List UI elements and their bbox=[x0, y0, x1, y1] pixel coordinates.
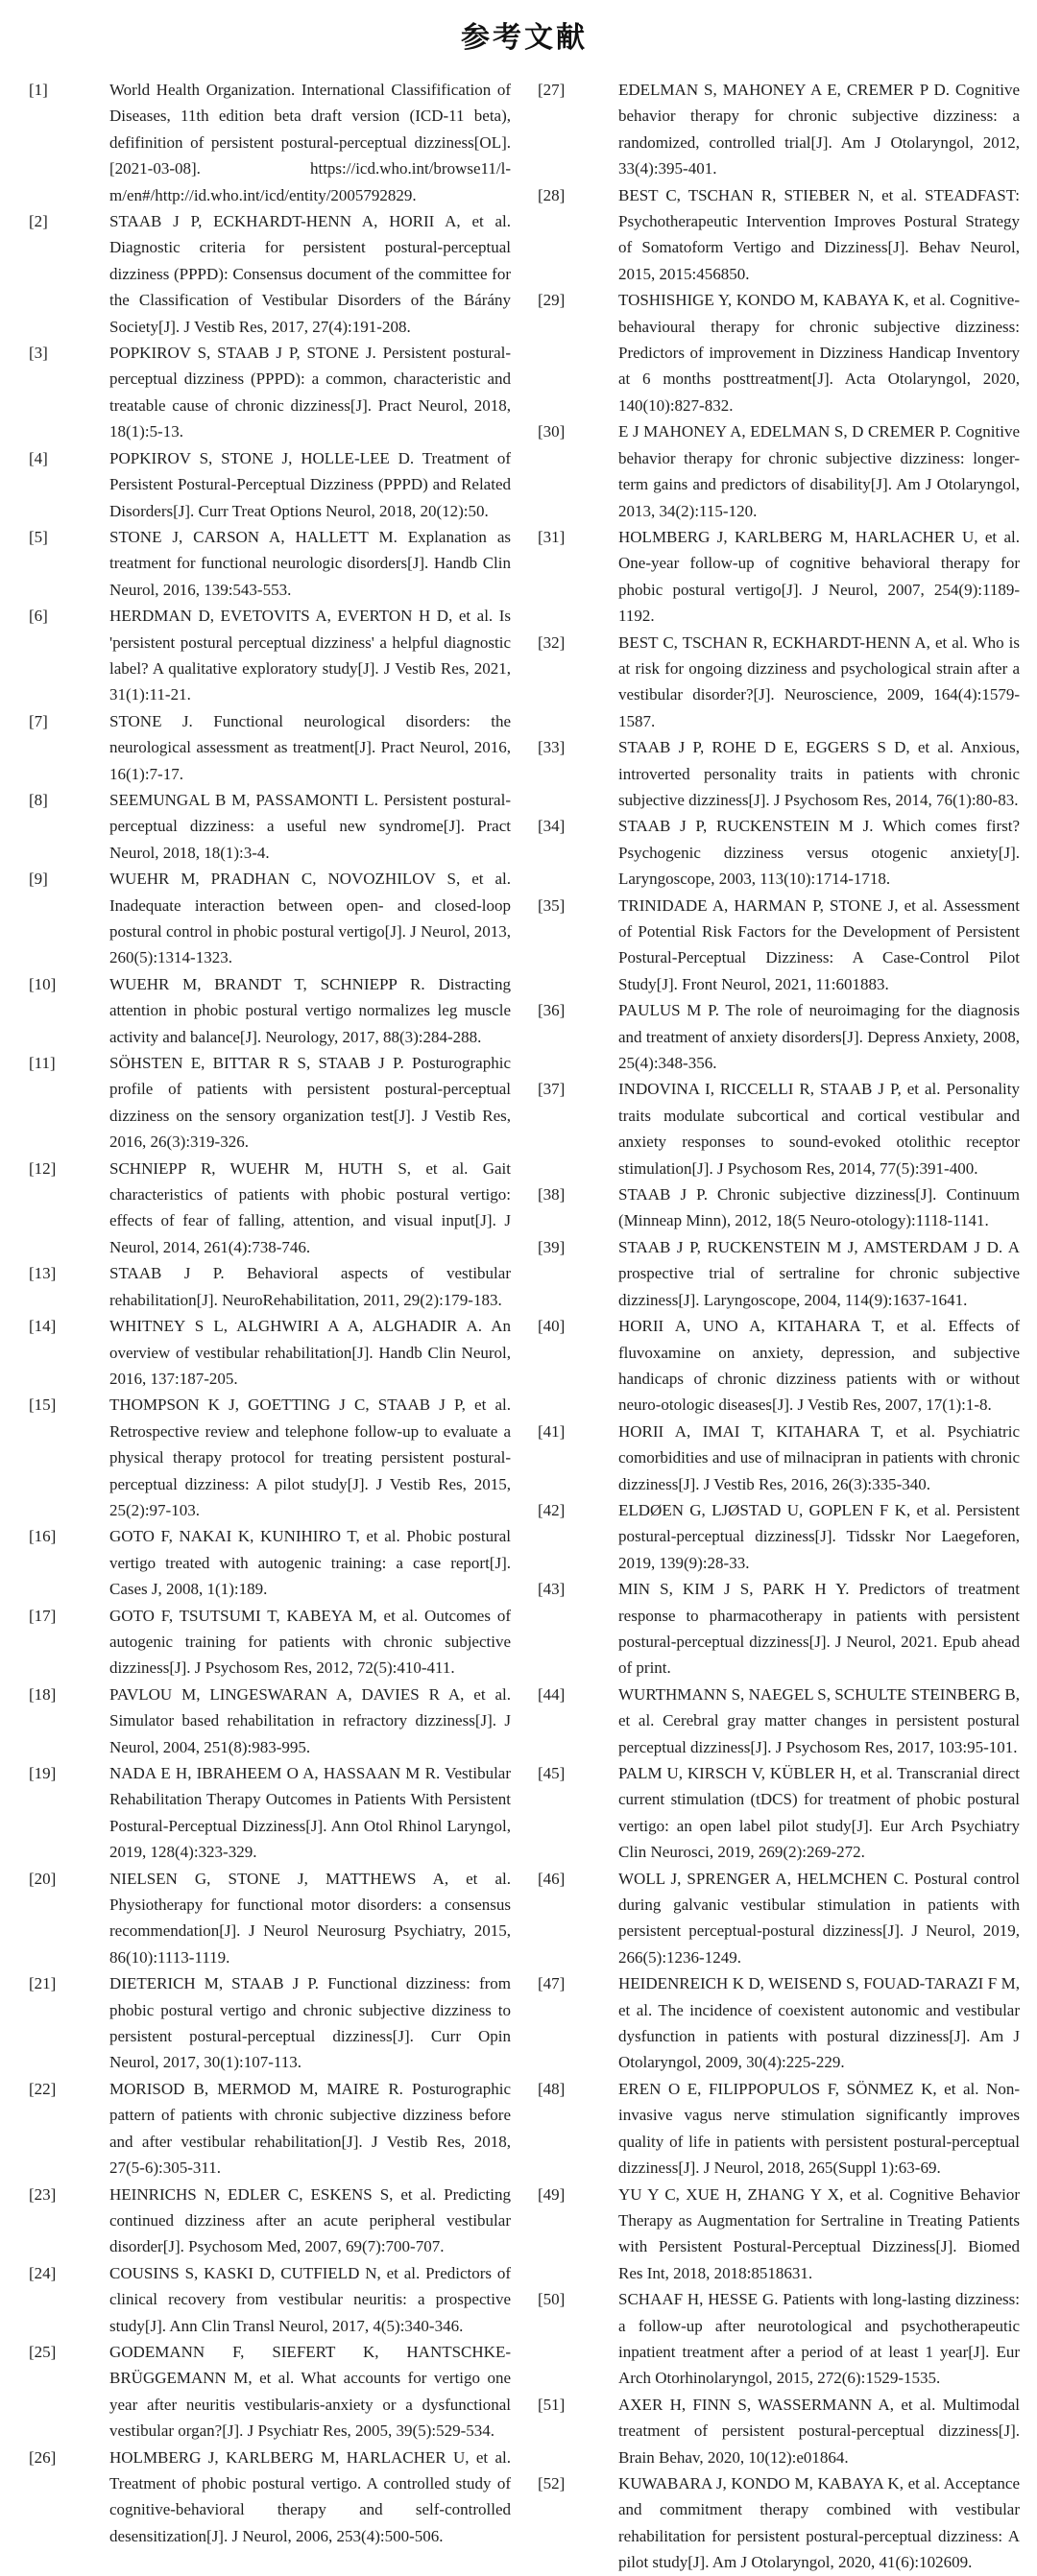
reference-text: ELDØEN G, LJØSTAD U, GOPLEN F K, et al. Persistent postural-perceptual dizziness[J]. Tidsskr Nor Laegeforen, 2019, 139(9):28-33. bbox=[618, 1500, 1020, 1572]
reference-item bbox=[29, 971, 511, 1050]
reference-number: [26] bbox=[29, 2447, 57, 2467]
reference-item bbox=[29, 2260, 511, 2339]
reference-text: COUSINS S, KASKI D, CUTFIELD N, et al. Predictors of clinical recovery from vestibular neuritis: a prospective study[J]. Ann Clin Transl Neurol, 2017, 4(5):340-346. bbox=[109, 2263, 511, 2335]
reference-number: [44] bbox=[538, 1684, 566, 1704]
reference-number: [42] bbox=[538, 1500, 566, 1519]
reference-item bbox=[538, 1076, 1020, 1181]
reference-number: [7] bbox=[29, 711, 48, 730]
reference-item bbox=[538, 1181, 1020, 1234]
reference-item bbox=[538, 2470, 1020, 2576]
reference-text: WOLL J, SPRENGER A, HELMCHEN C. Postural control during galvanic vestibular stimulation in patients with persistent perceptual-postural dizziness[J]. J Neurol, 2019, 266(5):1236-1249. bbox=[618, 1869, 1020, 1967]
reference-text: STAAB J P. Chronic subjective dizziness[J]. Continuum (Minneap Minn), 2012, 18(5 Neuro-otology):1118-1141. bbox=[618, 1185, 1020, 1230]
reference-item bbox=[29, 1392, 511, 1523]
reference-number: [20] bbox=[29, 1869, 57, 1888]
reference-item bbox=[29, 1313, 511, 1392]
reference-text: SEEMUNGAL B M, PASSAMONTI L. Persistent postural-perceptual dizziness: a useful new syndrome[J]. Pract Neurol, 2018, 18(1):3-4. bbox=[109, 790, 511, 862]
reference-text: THOMPSON K J, GOETTING J C, STAAB J P, et al. Retrospective review and telephone follow-up to evaluate a physical therapy protocol for treating persistent postural-perceptual dizziness: A pilot study[J]. J Vestib Res, 2015, 25(2):97-103. bbox=[109, 1395, 511, 1519]
reference-number: [2] bbox=[29, 212, 48, 231]
reference-text: EREN O E, FILIPPOPULOS F, SÖNMEZ K, et al. Non-invasive vagus nerve stimulation significantly improves quality of life in patients with persistent postural-perceptual dizziness[J]. J Neurol, 2018, 265(Suppl 1):63-69. bbox=[618, 2079, 1020, 2178]
reference-text: PALM U, KIRSCH V, KÜBLER H, et al. Transcranial direct current stimulation (tDCS) for treatment of phobic postural vertigo: an open label pilot study[J]. Eur Arch Psychiatry Clin Neurosci, 2019, 269(2):269-272. bbox=[618, 1764, 1020, 1862]
reference-item bbox=[29, 787, 511, 866]
reference-number: [43] bbox=[538, 1580, 566, 1599]
reference-text: STAAB J P. Behavioral aspects of vestibular rehabilitation[J]. NeuroRehabilitation, 2011, 29(2):179-183. bbox=[109, 1264, 511, 1309]
reference-number: [49] bbox=[538, 2184, 566, 2204]
reference-number: [40] bbox=[538, 1317, 566, 1336]
reference-item bbox=[29, 1866, 511, 1971]
reference-item bbox=[29, 2182, 511, 2260]
reference-text: STONE J. Functional neurological disorders: the neurological assessment as treatment[J]. Pract Neurol, 2016, 16(1):7-17. bbox=[109, 711, 511, 783]
reference-number: [48] bbox=[538, 2079, 566, 2098]
reference-text: SCHNIEPP R, WUEHR M, HUTH S, et al. Gait characteristics of patients with phobic postural vertigo: effects of fear of falling, attention, and visual input[J]. J Neurol, 2014, 261(4):738-746. bbox=[109, 1158, 511, 1256]
reference-number: [19] bbox=[29, 1764, 57, 1782]
reference-text: EDELMAN S, MAHONEY A E, CREMER P D. Cognitive behavior therapy for chronic subjective dizziness: a randomized, controlled trial[J]. Am J Otolaryngol, 2012, 33(4):395-401. bbox=[618, 81, 1020, 179]
reference-item bbox=[29, 208, 511, 340]
reference-number: [39] bbox=[538, 1237, 566, 1256]
reference-number: [11] bbox=[29, 1054, 56, 1073]
reference-number: [25] bbox=[29, 2342, 57, 2361]
reference-number: [8] bbox=[29, 790, 48, 809]
reference-item bbox=[538, 734, 1020, 813]
reference-text: GOTO F, NAKAI K, KUNIHIRO T, et al. Phobic postural vertigo treated with autogenic training: a case report[J]. Cases J, 2008, 1(1):189. bbox=[109, 1527, 511, 1599]
reference-item bbox=[538, 2392, 1020, 2470]
reference-item bbox=[29, 1156, 511, 1261]
reference-text: HOLMBERG J, KARLBERG M, HARLACHER U, et al. One-year follow-up of cognitive behavioral therapy for phobic postural vertigo[J]. J Neurol, 2007, 254(9):1189-1192. bbox=[618, 527, 1020, 626]
reference-number: [17] bbox=[29, 1606, 57, 1625]
reference-item bbox=[29, 1523, 511, 1602]
reference-number: [51] bbox=[538, 2395, 566, 2414]
reference-item bbox=[538, 997, 1020, 1076]
reference-item bbox=[538, 1419, 1020, 1497]
reference-text: NIELSEN G, STONE J, MATTHEWS A, et al. Physiotherapy for functional motor disorders: a consensus recommendation[J]. J Neurol Neurosurg Psychiatry, 2015, 86(10):1113-1119. bbox=[109, 1869, 511, 1967]
reference-item bbox=[29, 603, 511, 708]
reference-text: HEINRICHS N, EDLER C, ESKENS S, et al. Predicting continued dizziness after an acute peripheral vestibular disorder[J]. Psychosom Med, 2007, 69(7):700-707. bbox=[109, 2184, 511, 2256]
reference-item bbox=[538, 182, 1020, 288]
reference-number: [41] bbox=[538, 1421, 566, 1441]
reference-text: MORISOD B, MERMOD M, MAIRE R. Posturographic pattern of patients with chronic subjective dizziness before and after vestibular rehabilitation[J]. J Vestib Res, 2018, 27(5-6):305-311. bbox=[109, 2079, 511, 2178]
reference-text: AXER H, FINN S, WASSERMANN A, et al. Multimodal treatment of persistent postural-perceptual dizziness[J]. Brain Behav, 2020, 10(12):e01864. bbox=[618, 2395, 1020, 2467]
reference-number: [13] bbox=[29, 1264, 57, 1283]
references-columns bbox=[29, 77, 1020, 2576]
reference-item bbox=[538, 1234, 1020, 1313]
reference-item bbox=[29, 1603, 511, 1682]
reference-number: [52] bbox=[538, 2473, 566, 2493]
reference-text: TOSHISHIGE Y, KONDO M, KABAYA K, et al. Cognitive-behavioural therapy for chronic subjective dizziness: Predictors of improvement in Dizziness Handicap Inventory at 6 months posttreatment[J]. Acta Otolaryngol, 2020, 140(10):827-832. bbox=[618, 291, 1020, 415]
reference-item bbox=[538, 287, 1020, 418]
reference-number: [15] bbox=[29, 1395, 57, 1415]
reference-text: HORII A, IMAI T, KITAHARA T, et al. Psychiatric comorbidities and use of milnacipran in patients with chronic dizziness[J]. J Vestib Res, 2016, 26(3):335-340. bbox=[618, 1421, 1020, 1493]
reference-item bbox=[538, 1576, 1020, 1682]
reference-item bbox=[538, 1970, 1020, 2076]
page-title: 参考文献 bbox=[461, 22, 588, 54]
references-column-left bbox=[29, 77, 511, 2549]
reference-item bbox=[29, 1682, 511, 1760]
reference-text: STAAB J P, RUCKENSTEIN M J. Which comes first? Psychogenic dizziness versus otogenic anxiety[J]. Laryngoscope, 2003, 113(10):1714-1718. bbox=[618, 817, 1020, 889]
reference-text: KUWABARA J, KONDO M, KABAYA K, et al. Acceptance and commitment therapy combined with vestibular rehabilitation for persistent postural-perceptual dizziness: A pilot study[J]. Am J Otolaryngol, 2020, 41(6):102609. bbox=[618, 2473, 1020, 2572]
reference-text: POPKIROV S, STAAB J P, STONE J. Persistent postural-perceptual dizziness (PPPD): a common, characteristic and treatable cause of chronic dizziness[J]. Pract Neurol, 2018, 18(1):5-13. bbox=[109, 344, 511, 441]
reference-item bbox=[538, 2076, 1020, 2182]
reference-number: [18] bbox=[29, 1684, 57, 1704]
reference-number: [36] bbox=[538, 1001, 566, 1020]
reference-text: INDOVINA I, RICCELLI R, STAAB J P, et al. Personality traits modulate subcortical and cortical vestibular and anxiety responses to sound-evoked otolithic receptor stimulation[J]. J Psychosom Res, 2014, 77(5):391-400. bbox=[618, 1080, 1020, 1178]
reference-item bbox=[29, 340, 511, 445]
reference-text: HERDMAN D, EVETOVITS A, EVERTON H D, et al. Is 'persistent postural perceptual dizziness' a helpful diagnostic label? A qualitative exploratory study[J]. J Vestib Res, 2021, 31(1):11-21. bbox=[109, 607, 511, 704]
reference-item bbox=[29, 445, 511, 524]
reference-number: [33] bbox=[538, 738, 566, 757]
reference-item bbox=[538, 893, 1020, 998]
reference-number: [23] bbox=[29, 2184, 57, 2204]
reference-number: [22] bbox=[29, 2079, 57, 2098]
reference-item bbox=[538, 524, 1020, 630]
reference-text: WHITNEY S L, ALGHWIRI A A, ALGHADIR A. An overview of vestibular rehabilitation[J]. Handb Clin Neurol, 2016, 137:187-205. bbox=[109, 1317, 511, 1388]
reference-item bbox=[538, 2286, 1020, 2392]
reference-number: [21] bbox=[29, 1974, 57, 1993]
reference-number: [5] bbox=[29, 527, 48, 546]
reference-number: [37] bbox=[538, 1080, 566, 1099]
reference-number: [32] bbox=[538, 632, 566, 652]
reference-number: [12] bbox=[29, 1158, 57, 1178]
reference-item bbox=[538, 1682, 1020, 1760]
reference-number: [27] bbox=[538, 81, 566, 99]
reference-item bbox=[29, 866, 511, 971]
reference-number: [6] bbox=[29, 607, 48, 626]
reference-item bbox=[538, 630, 1020, 735]
reference-text: E J MAHONEY A, EDELMAN S, D CREMER P. Cognitive behavior therapy for chronic subjective dizziness: longer-term gains and predictors of disability[J]. Am J Otolaryngol, 2013, 34(2):115-120. bbox=[618, 422, 1020, 520]
reference-text: TRINIDADE A, HARMAN P, STONE J, et al. Assessment of Potential Risk Factors for the Development of Persistent Postural-Perceptual Dizziness: A Case-Control Pilot Study[J]. Front Neurol, 2021, 11:601883. bbox=[618, 895, 1020, 993]
reference-text: GODEMANN F, SIEFERT K, HANTSCHKE-BRÜGGEMANN M, et al. What accounts for vertigo one year after neuritis vestibularis-anxiety or a dysfunctional vestibular organ?[J]. J Psychiatr Res, 2005, 39(5):529-534. bbox=[109, 2342, 511, 2441]
reference-number: [50] bbox=[538, 2290, 566, 2309]
reference-number: [10] bbox=[29, 974, 57, 993]
reference-item bbox=[538, 418, 1020, 524]
reference-item bbox=[29, 2339, 511, 2445]
reference-text: MIN S, KIM J S, PARK H Y. Predictors of treatment response to pharmacotherapy in patients with persistent postural-perceptual dizziness[J]. J Neurol, 2021. Epub ahead of print. bbox=[618, 1580, 1020, 1678]
reference-item bbox=[538, 813, 1020, 892]
reference-text: STAAB J P, ROHE D E, EGGERS S D, et al. Anxious, introverted personality traits in patients with chronic subjective dizziness[J]. J Psychosom Res, 2014, 76(1):80-83. bbox=[618, 738, 1020, 809]
reference-number: [14] bbox=[29, 1317, 57, 1336]
reference-number: [34] bbox=[538, 817, 566, 836]
reference-number: [30] bbox=[538, 422, 566, 441]
reference-text: HOLMBERG J, KARLBERG M, HARLACHER U, et al. Treatment of phobic postural vertigo. A controlled study of cognitive-behavioral therapy and self-controlled desensitization[J]. J Neurol, 2006, 253(4):500-506. bbox=[109, 2447, 511, 2545]
reference-number: [28] bbox=[538, 185, 566, 204]
reference-number: [9] bbox=[29, 870, 48, 889]
reference-number: [45] bbox=[538, 1764, 566, 1782]
reference-number: [46] bbox=[538, 1869, 566, 1888]
reference-text: HEIDENREICH K D, WEISEND S, FOUAD-TARAZI F M, et al. The incidence of coexistent autonomic and vestibular dysfunction in patients with postural dizziness[J]. Am J Otolaryngol, 2009, 30(4):225-229. bbox=[618, 1974, 1020, 2072]
reference-text: GOTO F, TSUTSUMI T, KABEYA M, et al. Outcomes of autogenic training for patients with chronic subjective dizziness[J]. J Psychosom Res, 2012, 72(5):410-411. bbox=[109, 1606, 511, 1678]
reference-item bbox=[29, 524, 511, 603]
reference-item bbox=[538, 1313, 1020, 1419]
reference-item bbox=[538, 2182, 1020, 2287]
reference-number: [35] bbox=[538, 895, 566, 915]
reference-number: [1] bbox=[29, 81, 48, 99]
reference-item bbox=[29, 77, 511, 208]
reference-text: DIETERICH M, STAAB J P. Functional dizziness: from phobic postural vertigo and chronic subjective dizziness to persistent postural-perceptual dizziness[J]. Curr Opin Neurol, 2017, 30(1):107-113. bbox=[109, 1974, 511, 2072]
reference-item bbox=[538, 1866, 1020, 1971]
reference-text: PAULUS M P. The role of neuroimaging for the diagnosis and treatment of anxiety disorders[J]. Depress Anxiety, 2008, 25(4):348-356. bbox=[618, 1001, 1020, 1073]
reference-item bbox=[29, 1760, 511, 1866]
reference-text: WUEHR M, BRANDT T, SCHNIEPP R. Distracting attention in phobic postural vertigo normalizes leg muscle activity and balance[J]. Neurology, 2017, 88(3):284-288. bbox=[109, 974, 511, 1046]
reference-item bbox=[29, 2445, 511, 2550]
reference-text: STONE J, CARSON A, HALLETT M. Explanation as treatment for functional neurologic disorders[J]. Handb Clin Neurol, 2016, 139:543-553. bbox=[109, 527, 511, 599]
reference-text: STAAB J P, ECKHARDT-HENN A, HORII A, et al. Diagnostic criteria for persistent postural-perceptual dizziness (PPPD): Consensus document of the committee for the Classification of Vestibular Disorders of the Bárány Society[J]. J Vestib Res, 2017, 27(4):191-208. bbox=[109, 212, 511, 336]
reference-item bbox=[538, 1497, 1020, 1576]
reference-text: POPKIROV S, STONE J, HOLLE-LEE D. Treatment of Persistent Postural-Perceptual Dizziness (PPPD) and Related Disorders[J]. Curr Treat Options Neurol, 2018, 20(12):50. bbox=[109, 448, 511, 520]
reference-number: [3] bbox=[29, 344, 48, 363]
reference-number: [29] bbox=[538, 291, 566, 310]
reference-text: WUEHR M, PRADHAN C, NOVOZHILOV S, et al. Inadequate interaction between open- and closed-loop postural control in phobic postural vertigo[J]. J Neurol, 2013, 260(5):1314-1323. bbox=[109, 870, 511, 967]
reference-number: [4] bbox=[29, 448, 48, 467]
reference-item bbox=[29, 1050, 511, 1156]
reference-text: BEST C, TSCHAN R, ECKHARDT-HENN A, et al. Who is at risk for ongoing dizziness and psychological strain after a vestibular disorder?[J]. Neuroscience, 2009, 164(4):1579-1587. bbox=[618, 632, 1020, 730]
reference-item bbox=[29, 2076, 511, 2182]
reference-text: World Health Organization. International Classifification of Diseases, 11th edition beta draft version (ICD-11 beta), defifinition of persistent postural-perceptual dizziness[OL]. [2021-03-08]. https://icd.who.int/browse11/l-m/en#/http://id.who.int/icd/entity/2005792829. bbox=[109, 81, 511, 204]
reference-number: [31] bbox=[538, 527, 566, 546]
reference-number: [47] bbox=[538, 1974, 566, 1993]
references-column-right bbox=[538, 77, 1020, 2576]
reference-text: WURTHMANN S, NAEGEL S, SCHULTE STEINBERG B, et al. Cerebral gray matter changes in persistent postural perceptual dizziness[J]. J Psychosom Res, 2017, 103:95-101. bbox=[618, 1684, 1020, 1756]
reference-text: STAAB J P, RUCKENSTEIN M J, AMSTERDAM J D. A prospective trial of sertraline for chronic subjective dizziness[J]. Laryngoscope, 2004, 114(9):1637-1641. bbox=[618, 1237, 1020, 1309]
reference-text: PAVLOU M, LINGESWARAN A, DAVIES R A, et al. Simulator based rehabilitation in refractory dizziness[J]. J Neurol, 2004, 251(8):983-995. bbox=[109, 1684, 511, 1756]
reference-item bbox=[538, 77, 1020, 182]
reference-text: YU Y C, XUE H, ZHANG Y X, et al. Cognitive Behavior Therapy as Augmentation for Sertraline in Treating Patients with Persistent Postural-Perceptual Dizziness[J]. Biomed Res Int, 2018, 2018:8518631. bbox=[618, 2184, 1020, 2282]
reference-text: SCHAAF H, HESSE G. Patients with long-lasting dizziness: a follow-up after neurotological and psychotherapeutic inpatient treatment after a period of at least 1 year[J]. Eur Arch Otorhinolaryngol, 2015, 272(6):1529-1535. bbox=[618, 2290, 1020, 2388]
reference-text: HORII A, UNO A, KITAHARA T, et al. Effects of fluvoxamine on anxiety, depression, and subjective handicaps of chronic dizziness patients with or without neuro-otologic diseases[J]. J Vestib Res, 2007, 17(1):1-8. bbox=[618, 1317, 1020, 1415]
reference-number: [16] bbox=[29, 1527, 57, 1546]
reference-text: SÖHSTEN E, BITTAR R S, STAAB J P. Posturographic profile of patients with persistent postural-perceptual dizziness on the sensory organization test[J]. J Vestib Res, 2016, 26(3):319-326. bbox=[109, 1054, 511, 1152]
reference-item bbox=[29, 1970, 511, 2076]
reference-item bbox=[29, 708, 511, 787]
reference-number: [24] bbox=[29, 2263, 57, 2282]
reference-number: [38] bbox=[538, 1185, 566, 1205]
reference-text: BEST C, TSCHAN R, STIEBER N, et al. STEADFAST: Psychotherapeutic Intervention Improves Postural Strategy of Somatoform Vertigo and Dizziness[J]. Behav Neurol, 2015, 2015:456850. bbox=[618, 185, 1020, 283]
reference-item bbox=[538, 1760, 1020, 1866]
reference-text: NADA E H, IBRAHEEM O A, HASSAAN M R. Vestibular Rehabilitation Therapy Outcomes in Patients With Persistent Postural-Perceptual Dizziness[J]. Ann Otol Rhinol Laryngol, 2019, 128(4):323-329. bbox=[109, 1764, 511, 1862]
reference-item bbox=[29, 1260, 511, 1313]
